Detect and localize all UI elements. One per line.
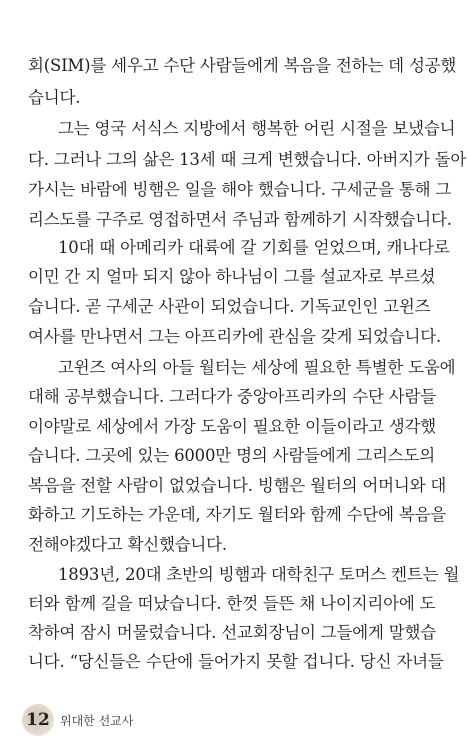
text-line: 이야말로 세상에서 가장 도움이 필요한 이들이라고 생각했 [28,417,437,436]
page-number: 12 [26,710,50,730]
paragraph-first-line: 그는 영국 서식스 지방에서 행복한 어린 시절을 보냈습니 [58,119,456,138]
text-line: 이민 간 지 얼마 되지 않아 하나님이 그를 설교자로 부르셨 [28,267,436,286]
text-line: 습니다. 곧 구세군 사관이 되었습니다. 기독교인인 고윈즈 [28,297,431,316]
text-line: 다. 그러나 그의 삶은 13세 때 크게 변했습니다. 아버지가 돌아 [28,150,467,169]
text-line: 습니다. 그곳에 있는 6000만 명의 사람들에게 그리스도의 [28,446,436,465]
paragraph-first-line: 1893년, 20대 초반의 빙햄과 대학친구 토머스 켄트는 월 [58,565,460,584]
text-line: 습니다. [28,88,81,107]
text-line: 리스도를 구주로 영접하면서 주님과 함께하기 시작했습니다. [28,210,452,229]
text-line: 여사를 만나면서 그는 아프리카에 관심을 갖게 되었습니다. [28,327,442,346]
paragraph-first-line: 10대 때 아메리카 대륙에 갈 기회를 얻었으며, 캐나다로 [58,238,450,257]
text-line: 착하여 잠시 머물렀습니다. 선교회장님이 그들에게 말했습 [28,623,437,642]
text-line: 니다. “당신들은 수단에 들어가지 못할 겁니다. 당신 자녀들 [28,652,444,671]
text-line: 가시는 바람에 빙햄은 일을 해야 했습니다. 구세군을 통해 그 [28,180,452,199]
text-line: 회(SIM)를 세우고 수단 사람들에게 복음을 전하는 데 성공했 [28,56,457,75]
running-title: 위대한 선교사 [60,713,134,728]
page-number-badge [22,704,54,736]
page-footer [22,702,133,738]
paragraph-first-line: 고윈즈 여사의 아들 월터는 세상에 필요한 특별한 도움에 [58,358,456,377]
text-line: 대해 공부했습니다. 그러다가 중앙아프리카의 수단 사람들 [28,387,437,406]
text-line: 복음을 전할 사람이 없었습니다. 빙햄은 월터의 어머니와 대 [28,476,447,495]
text-line: 전해야겠다고 확신했습니다. [28,535,227,554]
text-line: 터와 함께 길을 떠났습니다. 한껏 들뜬 채 나이지리아에 도 [28,594,436,613]
text-line: 화하고 기도하는 가운데, 자기도 월터와 함께 수단에 복음을 [28,505,447,524]
